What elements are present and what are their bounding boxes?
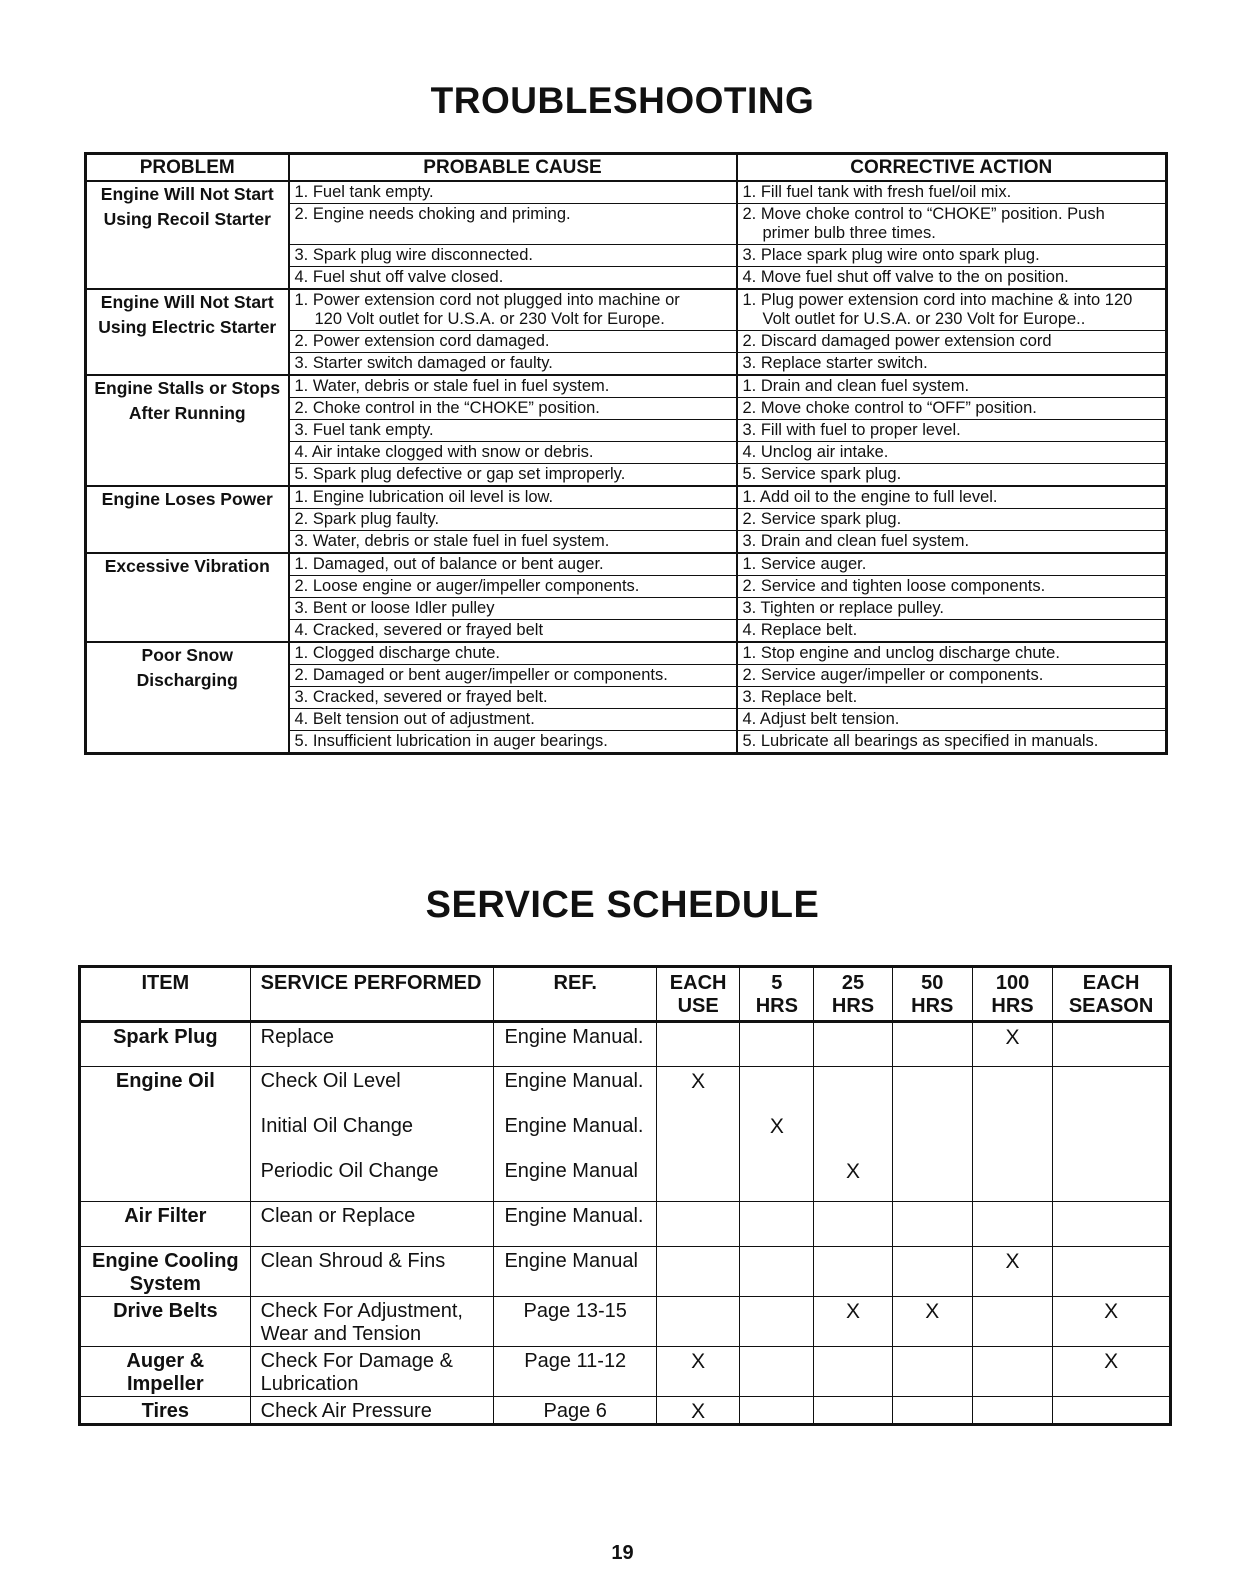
- interval-mark: [1053, 1202, 1171, 1247]
- interval-mark: [972, 1202, 1052, 1247]
- action-cell: [737, 687, 1167, 709]
- troubleshooting-title: TROUBLESHOOTING: [430, 80, 815, 121]
- action-text-continued: primer bulb three times.: [762, 224, 936, 242]
- interval-mark: [1053, 1247, 1171, 1297]
- table-row: [80, 1157, 1171, 1202]
- reference-cell: Engine Manual: [494, 1157, 657, 1202]
- item-cell: [80, 1022, 251, 1067]
- service-cell: [250, 1022, 494, 1067]
- cause-text: 2. Damaged or bent auger/impeller or components.: [294, 666, 668, 684]
- column-header-line: SERVICE PERFORMED: [260, 972, 482, 994]
- interval-mark: [740, 1347, 814, 1397]
- reference-cell: Engine Manual.: [494, 1022, 657, 1067]
- action-cell: [737, 204, 1167, 245]
- problem-cell: [86, 642, 289, 754]
- action-cell: [737, 731, 1167, 754]
- service-cell: [250, 1397, 494, 1425]
- column-header: [80, 967, 251, 1022]
- column-header: [740, 967, 814, 1022]
- interval-mark: [656, 1157, 739, 1202]
- interval-mark: [1053, 1397, 1171, 1425]
- action-text: 5. Lubricate all bearings as specified in manuals.: [742, 732, 1099, 750]
- column-header: [972, 967, 1052, 1022]
- action-text: 4. Replace belt.: [742, 621, 858, 639]
- troubleshooting-body: [86, 181, 1167, 754]
- service-schedule-body: [80, 1022, 1171, 1425]
- interval-mark: [814, 1247, 892, 1297]
- cause-text: 1. Fuel tank empty.: [294, 183, 434, 201]
- reference-cell: Engine Manual.: [494, 1202, 657, 1247]
- service-text: Wear and Tension: [260, 1323, 422, 1345]
- service-text: Periodic Oil Change: [260, 1159, 439, 1182]
- service-cell: [250, 1202, 494, 1247]
- cause-text: 1. Water, debris or stale fuel in fuel system.: [294, 377, 610, 395]
- table-row: [80, 1202, 1171, 1247]
- table-row: [86, 181, 1167, 204]
- action-text: 5. Service spark plug.: [742, 465, 902, 483]
- cause-text: 2. Engine needs choking and priming.: [294, 205, 571, 223]
- cause-cell: [289, 731, 737, 754]
- service-text: Check For Adjustment,: [260, 1300, 463, 1322]
- cause-cell: [289, 353, 737, 376]
- service-schedule-title: SERVICE SCHEDULE: [425, 884, 820, 926]
- interval-mark: [814, 1112, 892, 1157]
- cause-text: 1. Engine lubrication oil level is low.: [294, 488, 554, 506]
- column-header-line: EACH: [1082, 972, 1140, 994]
- action-text: 2. Move choke control to “CHOKE” position. Push: [742, 205, 1105, 223]
- action-text: 2. Discard damaged power extension cord: [742, 332, 1052, 350]
- action-cell: [737, 665, 1167, 687]
- cause-text: 3. Water, debris or stale fuel in fuel system.: [294, 532, 610, 550]
- action-cell: [737, 620, 1167, 643]
- cause-cell: [289, 598, 737, 620]
- action-text: 3. Tighten or replace pulley.: [742, 599, 944, 617]
- action-cell: [737, 245, 1167, 267]
- interval-mark: [972, 1397, 1052, 1425]
- interval-mark: X: [814, 1297, 892, 1347]
- cause-text: 2. Spark plug faulty.: [294, 510, 440, 528]
- action-text: 3. Place spark plug wire onto spark plug.: [742, 246, 1040, 264]
- item-label: Engine Oil: [115, 1070, 215, 1092]
- interval-mark: [656, 1297, 739, 1347]
- item-label: Impeller: [126, 1373, 204, 1395]
- cause-cell: [289, 576, 737, 598]
- interval-mark: [972, 1297, 1052, 1347]
- column-header-line: HRS: [831, 995, 875, 1017]
- action-cell: [737, 331, 1167, 353]
- action-text-continued: Volt outlet for U.S.A. or 230 Volt for Europe..: [762, 310, 1086, 328]
- interval-mark: [814, 1067, 892, 1112]
- column-header-line: 100: [995, 972, 1030, 994]
- action-text: 2. Service and tighten loose components.: [742, 577, 1046, 595]
- interval-mark: [892, 1022, 972, 1067]
- action-cell: [737, 642, 1167, 665]
- problem-cell: [86, 486, 289, 553]
- reference-cell: Engine Manual.: [494, 1067, 657, 1112]
- service-text: Check Air Pressure: [260, 1400, 432, 1422]
- action-cell: [737, 509, 1167, 531]
- table-row: [86, 486, 1167, 509]
- action-cell: [737, 598, 1167, 620]
- cause-text: 4. Cracked, severed or frayed belt: [294, 621, 544, 639]
- cause-cell: [289, 531, 737, 554]
- problem-label: Discharging: [136, 670, 238, 690]
- service-text: Check Oil Level: [260, 1070, 401, 1092]
- interval-mark: X: [972, 1022, 1052, 1067]
- action-text: 1. Plug power extension cord into machine & into 120: [742, 291, 1133, 309]
- item-label: Air Filter: [124, 1205, 207, 1227]
- action-text: 3. Fill with fuel to proper level.: [742, 421, 961, 439]
- interval-mark: [740, 1022, 814, 1067]
- interval-mark: [814, 1202, 892, 1247]
- interval-mark: [740, 1157, 814, 1202]
- item-cell: [80, 1397, 251, 1425]
- action-cell: [737, 353, 1167, 376]
- cause-cell: [289, 665, 737, 687]
- table-header-row: [86, 154, 1167, 182]
- column-header-line: EACH: [669, 972, 727, 994]
- item-label: System: [129, 1273, 201, 1295]
- interval-mark: [656, 1112, 739, 1157]
- item-cell: [80, 1202, 251, 1247]
- problem-cell: [86, 181, 289, 289]
- column-header: [656, 967, 739, 1022]
- cause-cell: [289, 709, 737, 731]
- action-text: 2. Service spark plug.: [742, 510, 902, 528]
- cause-text: 1. Clogged discharge chute.: [294, 644, 500, 662]
- item-cell: [80, 1347, 251, 1397]
- action-text: 2. Service auger/impeller or components.: [742, 666, 1044, 684]
- interval-mark: [814, 1347, 892, 1397]
- service-cell: [250, 1067, 494, 1112]
- cause-cell: [289, 509, 737, 531]
- column-header-line: ITEM: [141, 972, 190, 994]
- interval-mark: [972, 1067, 1052, 1112]
- service-text: Clean or Replace: [260, 1205, 416, 1227]
- interval-mark: [1053, 1157, 1171, 1202]
- interval-mark: [656, 1247, 739, 1297]
- interval-mark: [1053, 1022, 1171, 1067]
- problem-label: Using Recoil Starter: [103, 209, 271, 229]
- column-header-corrective-action: CORRECTIVE ACTION: [737, 154, 1167, 182]
- interval-mark: [1053, 1067, 1171, 1112]
- column-header: [892, 967, 972, 1022]
- table-row: [86, 375, 1167, 398]
- interval-mark: [892, 1202, 972, 1247]
- item-cell: [80, 1247, 251, 1297]
- troubleshooting-table: [84, 152, 1168, 755]
- item-cell: [80, 1112, 251, 1157]
- action-text: 3. Drain and clean fuel system.: [742, 532, 970, 550]
- action-text: 4. Adjust belt tension.: [742, 710, 900, 728]
- interval-mark: [892, 1157, 972, 1202]
- interval-mark: [814, 1397, 892, 1425]
- item-cell: [80, 1297, 251, 1347]
- action-text: 1. Add oil to the engine to full level.: [742, 488, 998, 506]
- interval-mark: [1053, 1112, 1171, 1157]
- action-cell: [737, 420, 1167, 442]
- cause-text: 2. Power extension cord damaged.: [294, 332, 550, 350]
- interval-mark: [740, 1067, 814, 1112]
- action-text: 2. Move choke control to “OFF” position.: [742, 399, 1037, 417]
- interval-mark: [740, 1397, 814, 1425]
- service-text: Replace: [260, 1026, 335, 1048]
- column-header-line: 5: [771, 972, 783, 994]
- action-cell: [737, 576, 1167, 598]
- cause-cell: [289, 687, 737, 709]
- problem-label: Engine Will Not Start: [100, 184, 274, 204]
- interval-mark: X: [656, 1067, 739, 1112]
- cause-text: 5. Insufficient lubrication in auger bearings.: [294, 732, 608, 750]
- table-row: [86, 642, 1167, 665]
- cause-text: 1. Power extension cord not plugged into machine or: [294, 291, 680, 309]
- column-header-line: HRS: [911, 995, 954, 1017]
- item-cell: [80, 1157, 251, 1202]
- service-cell: [250, 1347, 494, 1397]
- column-header-line: HRS: [755, 995, 798, 1017]
- service-cell: [250, 1157, 494, 1202]
- cause-text: 3. Starter switch damaged or faulty.: [294, 354, 553, 372]
- service-cell: [250, 1112, 494, 1157]
- column-header: [1053, 967, 1171, 1022]
- interval-mark: X: [972, 1247, 1052, 1297]
- interval-mark: [656, 1022, 739, 1067]
- service-schedule-table: [78, 965, 1172, 1426]
- interval-mark: X: [892, 1297, 972, 1347]
- cause-cell: [289, 245, 737, 267]
- column-header-probable-cause: PROBABLE CAUSE: [289, 154, 737, 182]
- table-row: [86, 289, 1167, 331]
- problem-label: Using Electric Starter: [98, 317, 277, 337]
- item-label: Auger &: [126, 1350, 205, 1372]
- action-cell: [737, 181, 1167, 204]
- problem-label: Engine Stalls or Stops: [94, 378, 281, 398]
- interval-mark: [892, 1247, 972, 1297]
- action-cell: [737, 289, 1167, 331]
- action-text: 4. Move fuel shut off valve to the on position.: [742, 268, 1069, 286]
- cause-text: 5. Spark plug defective or gap set improperly.: [294, 465, 626, 483]
- interval-mark: [814, 1022, 892, 1067]
- table-row: [80, 1022, 1171, 1067]
- interval-mark: X: [656, 1397, 739, 1425]
- cause-cell: [289, 398, 737, 420]
- action-cell: [737, 398, 1167, 420]
- action-cell: [737, 486, 1167, 509]
- problem-label: Poor Snow: [141, 645, 233, 665]
- column-header-line: 25: [841, 972, 865, 994]
- column-header-line: 50: [921, 972, 944, 994]
- reference-cell: Page 11-12: [494, 1347, 657, 1397]
- problem-label: Engine Will Not Start: [100, 292, 274, 312]
- cause-text: 3. Cracked, severed or frayed belt.: [294, 688, 548, 706]
- action-text: 1. Fill fuel tank with fresh fuel/oil mix.: [742, 183, 1012, 201]
- service-text: Initial Oil Change: [260, 1114, 413, 1137]
- cause-text: 4. Belt tension out of adjustment.: [294, 710, 535, 728]
- cause-cell: [289, 442, 737, 464]
- column-header: [250, 967, 494, 1022]
- problem-cell: [86, 289, 289, 375]
- table-row: [80, 1247, 1171, 1297]
- interval-mark: X: [656, 1347, 739, 1397]
- cause-text: 4. Air intake clogged with snow or debris.: [294, 443, 594, 461]
- cause-cell: [289, 553, 737, 576]
- problem-cell: [86, 553, 289, 642]
- cause-cell: [289, 486, 737, 509]
- interval-mark: [740, 1202, 814, 1247]
- item-label: Spark Plug: [113, 1026, 218, 1048]
- action-text: 1. Stop engine and unclog discharge chute.: [742, 644, 1060, 662]
- interval-mark: [892, 1067, 972, 1112]
- interval-mark: X: [814, 1157, 892, 1202]
- table-row: [80, 1347, 1171, 1397]
- action-cell: [737, 375, 1167, 398]
- table-row: [80, 1297, 1171, 1347]
- cause-text: 3. Spark plug wire disconnected.: [294, 246, 533, 264]
- cause-text: 3. Fuel tank empty.: [294, 421, 434, 439]
- action-cell: [737, 531, 1167, 554]
- cause-cell: [289, 267, 737, 290]
- cause-text: 3. Bent or loose Idler pulley: [294, 599, 495, 617]
- action-text: 3. Replace starter switch.: [742, 354, 928, 372]
- reference-cell: Engine Manual.: [494, 1112, 657, 1157]
- cause-text: 4. Fuel shut off valve closed.: [294, 268, 504, 286]
- interval-mark: X: [740, 1112, 814, 1157]
- item-label: Engine Cooling: [92, 1250, 239, 1272]
- action-cell: [737, 553, 1167, 576]
- table-row: [80, 1112, 1171, 1157]
- interval-mark: [892, 1112, 972, 1157]
- problem-label: Excessive Vibration: [104, 556, 270, 576]
- action-text: 1. Service auger.: [742, 555, 867, 573]
- problem-label: After Running: [128, 403, 246, 423]
- cause-cell: [289, 331, 737, 353]
- interval-mark: [972, 1157, 1052, 1202]
- service-text: Check For Damage &: [260, 1350, 453, 1372]
- table-header-row: [80, 967, 1171, 1022]
- table-row: [80, 1397, 1171, 1425]
- interval-mark: [892, 1347, 972, 1397]
- cause-cell: [289, 181, 737, 204]
- service-cell: [250, 1247, 494, 1297]
- column-header-line: SEASON: [1068, 995, 1154, 1017]
- table-row: [80, 1067, 1171, 1112]
- cause-cell: [289, 420, 737, 442]
- cause-text: 2. Loose engine or auger/impeller components.: [294, 577, 640, 595]
- cause-cell: [289, 204, 737, 245]
- problem-label: Engine Loses Power: [101, 489, 273, 509]
- cause-cell: [289, 620, 737, 643]
- cause-text-continued: 120 Volt outlet for U.S.A. or 230 Volt for Europe.: [314, 310, 665, 328]
- interval-mark: [892, 1397, 972, 1425]
- column-header-line: REF.: [553, 972, 597, 994]
- interval-mark: [740, 1247, 814, 1297]
- cause-text: 2. Choke control in the “CHOKE” position.: [294, 399, 600, 417]
- action-cell: [737, 464, 1167, 487]
- action-cell: [737, 442, 1167, 464]
- cause-text: 1. Damaged, out of balance or bent auger.: [294, 555, 604, 573]
- reference-cell: Page 13-15: [494, 1297, 657, 1347]
- column-header-problem: PROBLEM: [86, 154, 289, 182]
- reference-cell: Page 6: [494, 1397, 657, 1425]
- service-cell: [250, 1297, 494, 1347]
- service-text: Clean Shroud & Fins: [260, 1250, 446, 1272]
- interval-mark: X: [1053, 1297, 1171, 1347]
- action-cell: [737, 267, 1167, 290]
- column-header-line: USE: [677, 995, 719, 1017]
- interval-mark: [656, 1202, 739, 1247]
- page-number: 19: [611, 1542, 634, 1564]
- item-cell: [80, 1067, 251, 1112]
- cause-cell: [289, 464, 737, 487]
- action-text: 3. Replace belt.: [742, 688, 858, 706]
- interval-mark: [972, 1347, 1052, 1397]
- action-cell: [737, 709, 1167, 731]
- column-header: [814, 967, 892, 1022]
- reference-cell: Engine Manual: [494, 1247, 657, 1297]
- column-header: [494, 967, 657, 1022]
- action-text: 1. Drain and clean fuel system.: [742, 377, 970, 395]
- interval-mark: [972, 1112, 1052, 1157]
- service-text: Lubrication: [260, 1373, 359, 1395]
- column-header-line: HRS: [991, 995, 1034, 1017]
- problem-cell: [86, 375, 289, 486]
- cause-cell: [289, 375, 737, 398]
- interval-mark: [740, 1297, 814, 1347]
- item-label: Tires: [141, 1400, 190, 1422]
- interval-mark: X: [1053, 1347, 1171, 1397]
- cause-cell: [289, 642, 737, 665]
- cause-cell: [289, 289, 737, 331]
- action-text: 4. Unclog air intake.: [742, 443, 889, 461]
- item-label: Drive Belts: [113, 1300, 218, 1322]
- table-row: [86, 553, 1167, 576]
